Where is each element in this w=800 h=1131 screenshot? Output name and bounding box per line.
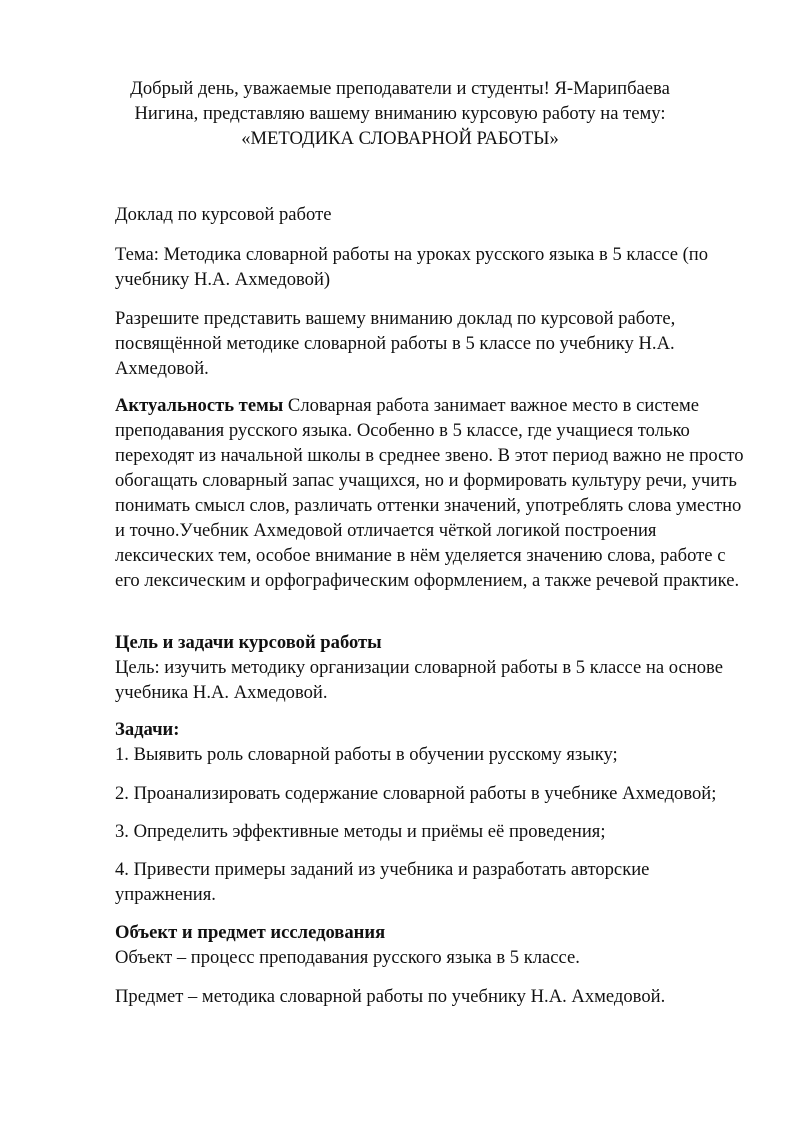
intro-title: «МЕТОДИКА СЛОВАРНОЙ РАБОТЫ»: [241, 128, 559, 149]
task-item-2: 2. Проанализировать содержание словарной работы в учебнике Ахмедовой;: [115, 783, 717, 804]
subject-text: Предмет – методика словарной работы по учебнику Н.А. Ахмедовой.: [115, 986, 666, 1007]
task-item-3: 3. Определить эффективные методы и приёмы её проведения;: [115, 821, 606, 842]
relevance-heading: Актуальность темы: [115, 395, 284, 416]
relevance-paragraph: [115, 393, 745, 593]
intro-line-2: Нигина, представляю вашему вниманию курсовую работу на тему:: [134, 103, 666, 124]
task-item-4: 4. Привести примеры заданий из учебника и разработать авторские упражнения.: [115, 859, 650, 905]
task-item-1: 1. Выявить роль словарной работы в обучении русскому языку;: [115, 744, 618, 765]
object-heading: Объект и предмет исследования: [115, 922, 386, 943]
intro-block: [80, 76, 720, 151]
goal-heading: Цель и задачи курсовой работы: [115, 632, 382, 653]
permission-paragraph: Разрешите представить вашему вниманию доклад по курсовой работе, посвящённой методике словарной работы в 5 классе по учебнику Н.А. Ахмедовой.: [115, 308, 676, 379]
goal-text: Цель: изучить методику организации словарной работы в 5 классе на основе учебника Н.А. Ахмедовой.: [115, 657, 723, 703]
topic-paragraph: Тема: Методика словарной работы на уроках русского языка в 5 классе (по учебнику Н.А. Ахмедовой): [115, 244, 709, 290]
report-label: Доклад по курсовой работе: [115, 204, 332, 225]
tasks-heading: Задачи:: [115, 719, 180, 740]
object-text: Объект – процесс преподавания русского языка в 5 классе.: [115, 947, 580, 968]
intro-line-1: Добрый день, уважаемые преподаватели и студенты! Я-Марипбаева: [130, 78, 670, 99]
relevance-text: Словарная работа занимает важное место в системе преподавания русского языка. Особенно в 5 классе, где учащиеся только переходят из начальной школы в среднее звено. В этот период важно не просто обогащать словарный запас учащихся, но и формировать культуру речи, учить понимать смысл слов, различать оттенки значений, употреблять слова уместно и точно.Учебник Ахмедовой отличается чёткой логикой построения лексических тем, особое внимание в нём уделяется значению слова, работе с его лексическим и орфографическим оформлением, а также речевой практике.: [115, 395, 744, 591]
